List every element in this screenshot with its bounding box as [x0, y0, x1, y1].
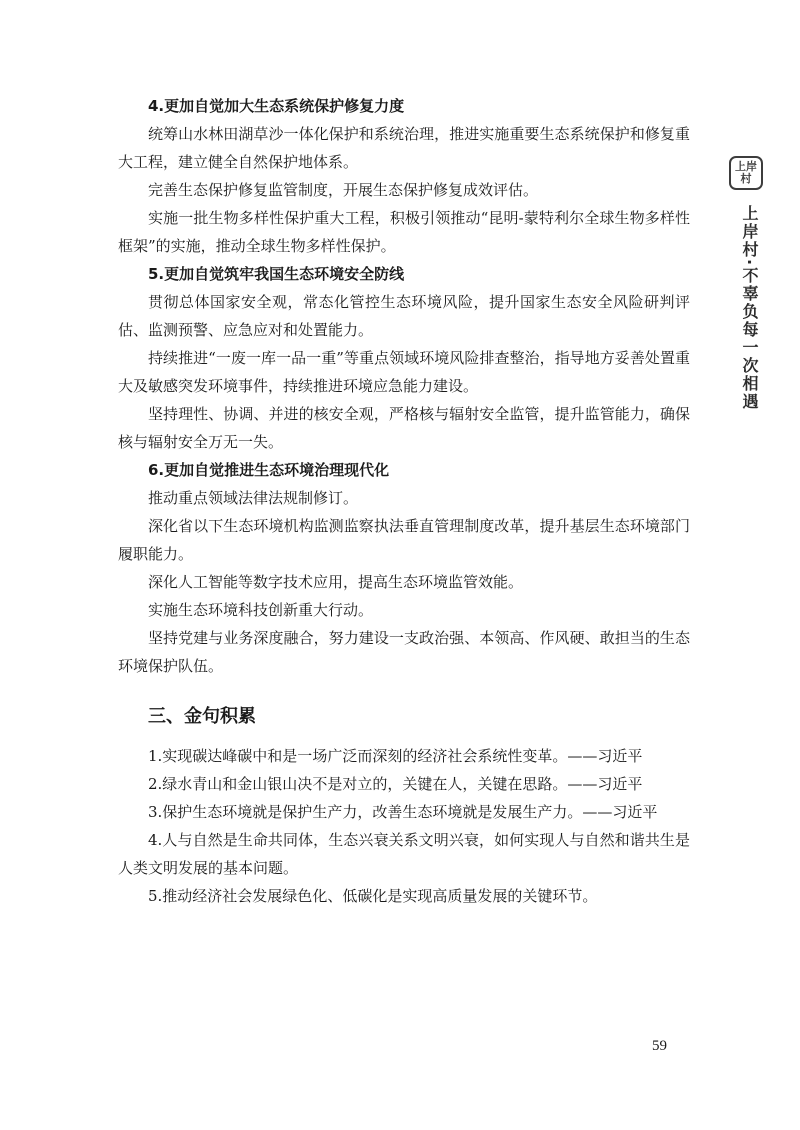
- quote-item: 5.推动经济社会发展绿色化、低碳化是实现高质量发展的关键环节。: [148, 887, 598, 905]
- paragraph: 深化省以下生态环境机构监测监察执法垂直管理制度改革，提升基层生态环境部门履职能力。: [118, 517, 690, 563]
- quote-item: 4.人与自然是生命共同体，生态兴衰关系文明兴衰，如何实现人与自然和谐共生是人类文明发展的基本问题。: [118, 831, 690, 877]
- paragraph: 统筹山水林田湖草沙一体化保护和系统治理，推进实施重要生态系统保护和修复重大工程，建立健全自然保护地体系。: [118, 125, 690, 171]
- subheading: 5.更加自觉筑牢我国生态环境安全防线: [148, 265, 405, 283]
- paragraph: 坚持理性、协调、并进的核安全观，严格核与辐射安全监管，提升监管能力，确保核与辐射安全万无一失。: [118, 405, 690, 451]
- paragraph: 推动重点领域法律法规制修订。: [148, 489, 359, 507]
- brand-logo-seal: 上岸村: [729, 156, 763, 190]
- quote-item: 2.绿水青山和金山银山决不是对立的，关键在人，关键在思路。——习近平: [148, 775, 643, 793]
- paragraph: 贯彻总体国家安全观，常态化管控生态环境风险，提升国家生态安全风险研判评估、监测预警、应急应对和处置能力。: [118, 293, 690, 339]
- subheading: 6.更加自觉推进生态环境治理现代化: [148, 461, 390, 479]
- paragraph: 持续推进“一废一库一品一重”等重点领域环境风险排查整治，指导地方妥善处置重大及敏感突发环境事件，持续推进环境应急能力建设。: [118, 349, 690, 395]
- page-content: [118, 92, 690, 910]
- paragraph: 完善生态保护修复监管制度，开展生态保护修复成效评估。: [148, 181, 539, 199]
- section-heading: 三、金句积累: [148, 706, 256, 727]
- paragraph: 实施一批生物多样性保护重大工程，积极引领推动“昆明-蒙特利尔全球生物多样性框架”的实施，推动全球生物多样性保护。: [118, 209, 690, 255]
- quote-item: 1.实现碳达峰碳中和是一场广泛而深刻的经济社会系统性变革。——习近平: [148, 747, 643, 765]
- subheading: 4.更加自觉加大生态系统保护修复力度: [148, 97, 405, 115]
- page-number: 59: [652, 1038, 667, 1054]
- quote-item: 3.保护生态环境就是保护生产力，改善生态环境就是发展生产力。——习近平: [148, 803, 658, 821]
- paragraph: 坚持党建与业务深度融合，努力建设一支政治强、本领高、作风硬、敢担当的生态环境保护队伍。: [118, 629, 690, 675]
- paragraph: 实施生态环境科技创新重大行动。: [148, 601, 374, 619]
- paragraph: 深化人工智能等数字技术应用，提高生态环境监管效能。: [148, 573, 524, 591]
- sidebar-title: 上岸村·不辜负每一次相遇: [740, 205, 759, 412]
